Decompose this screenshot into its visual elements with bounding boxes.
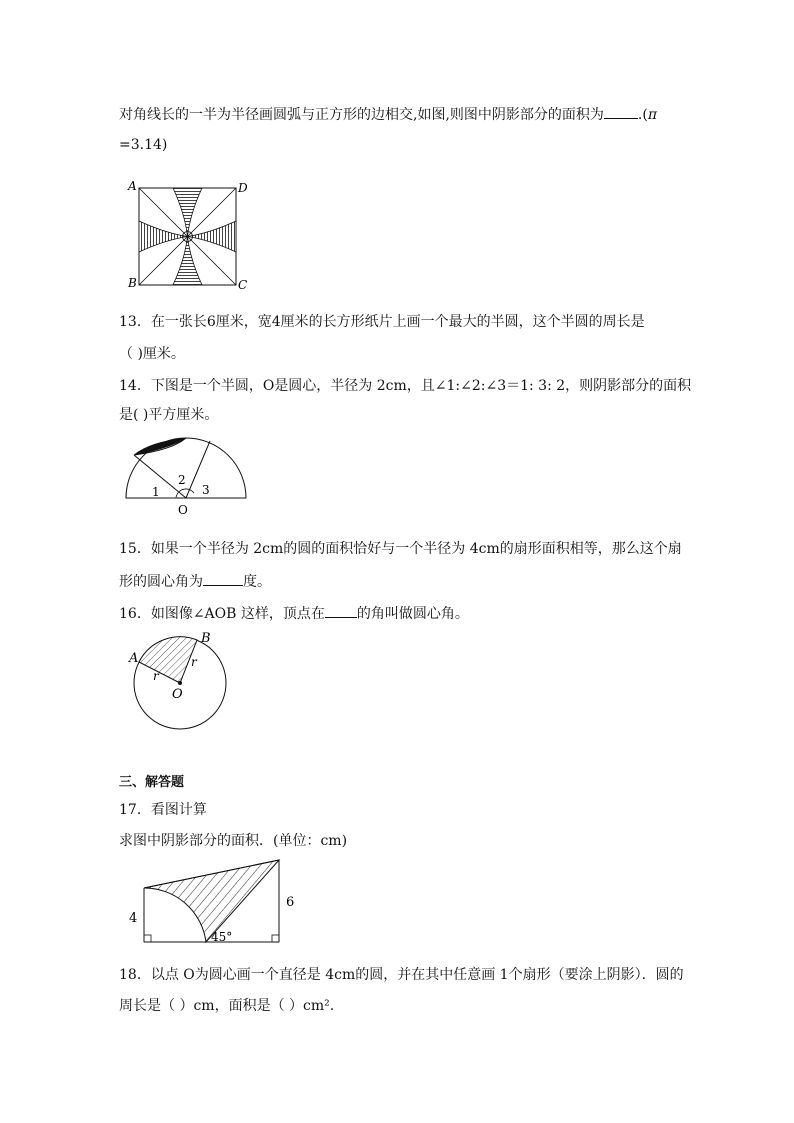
q18-line-2 <box>119 997 334 1015</box>
q13-line-1 <box>119 313 645 331</box>
radius-r-label-2: r <box>191 655 197 669</box>
left-side-label: 4 <box>129 911 138 926</box>
q15-answer-blank <box>203 571 243 586</box>
q16-text-2: 的角叫做圆心角。 <box>356 606 469 622</box>
q18-line-1 <box>119 966 684 984</box>
q14-line-2 <box>119 406 218 424</box>
q12-answer-blank <box>604 104 638 119</box>
q15-text: 15．如果一个半径为 2cm的圆的面积恰好与一个半径为 4cm的扇形面积相等，那么这个扇 <box>119 541 682 557</box>
q18-text-2: 周长是（ ）cm，面积是（ ）cm². <box>119 998 335 1014</box>
angle-1-label: 1 <box>152 485 160 499</box>
q15-line-2 <box>119 571 271 591</box>
pi-symbol: π <box>647 107 658 123</box>
q13-line-2 <box>119 345 185 363</box>
label-c: C <box>238 278 248 291</box>
q13-answer: （ )厘米。 <box>119 346 185 362</box>
q12-line-1 <box>119 104 657 124</box>
q15-text-2: 形的圆心角为 <box>119 574 203 590</box>
q16-text: 16．如图像∠AOB 这样，顶点在 <box>119 606 325 622</box>
section-title <box>119 774 184 792</box>
radius-r-label-1: r <box>153 669 159 683</box>
q15-line-1 <box>119 540 682 558</box>
circle-figure <box>125 628 230 733</box>
center-o-label: O <box>178 503 188 517</box>
q12-line-2 <box>119 136 167 154</box>
center-o-label: O <box>172 687 183 702</box>
angle-2-label: 2 <box>178 473 186 487</box>
right-side-label: 6 <box>286 895 295 910</box>
label-d: D <box>238 181 248 195</box>
q15-text-3: 度。 <box>243 574 271 590</box>
q16-answer-blank <box>325 603 357 618</box>
angle-3-label: 3 <box>202 483 210 497</box>
section-title-text: 三、解答题 <box>119 775 185 790</box>
q17-prompt-text: 求图中阴影部分的面积．(单位：cm) <box>119 833 348 849</box>
q12-text: 对角线长的一半为半径画圆弧与正方形的边相交,如图,则图中阴影部分的面积为 <box>119 107 604 123</box>
q16-line-1 <box>119 603 469 623</box>
q14-answer: 是( )平方厘米。 <box>119 407 219 423</box>
q17-title <box>119 801 207 819</box>
semicircle-figure <box>120 436 255 518</box>
angle-label: 45° <box>211 930 233 944</box>
q12-paren: .( <box>637 107 648 123</box>
label-a: A <box>128 179 137 193</box>
label-b: B <box>128 276 137 290</box>
q14-text: 14．下图是一个半圆，O是圆心，半径为 2cm，且∠1:∠2:∠3＝1: 3: 2，则阴影部分的面积 <box>119 378 692 394</box>
point-a-label: A <box>129 651 139 666</box>
q13-text: 13．在一张长6厘米，宽4厘米的长方形纸片上画一个最大的半圆，这个半圆的周长是 <box>119 314 645 330</box>
q12-pi-value: =3.14) <box>119 137 168 153</box>
point-b-label: B <box>201 631 211 646</box>
q17-title-text: 17．看图计算 <box>119 802 207 818</box>
trapezoid-figure <box>120 858 300 950</box>
q17-prompt <box>119 832 347 850</box>
square-figure <box>120 176 260 291</box>
q14-line-1 <box>119 377 691 395</box>
q18-text: 18．以点 O为圆心画一个直径是 4cm的圆，并在其中任意画 1个扇形（要涂上阴影）．圆的 <box>119 967 684 983</box>
